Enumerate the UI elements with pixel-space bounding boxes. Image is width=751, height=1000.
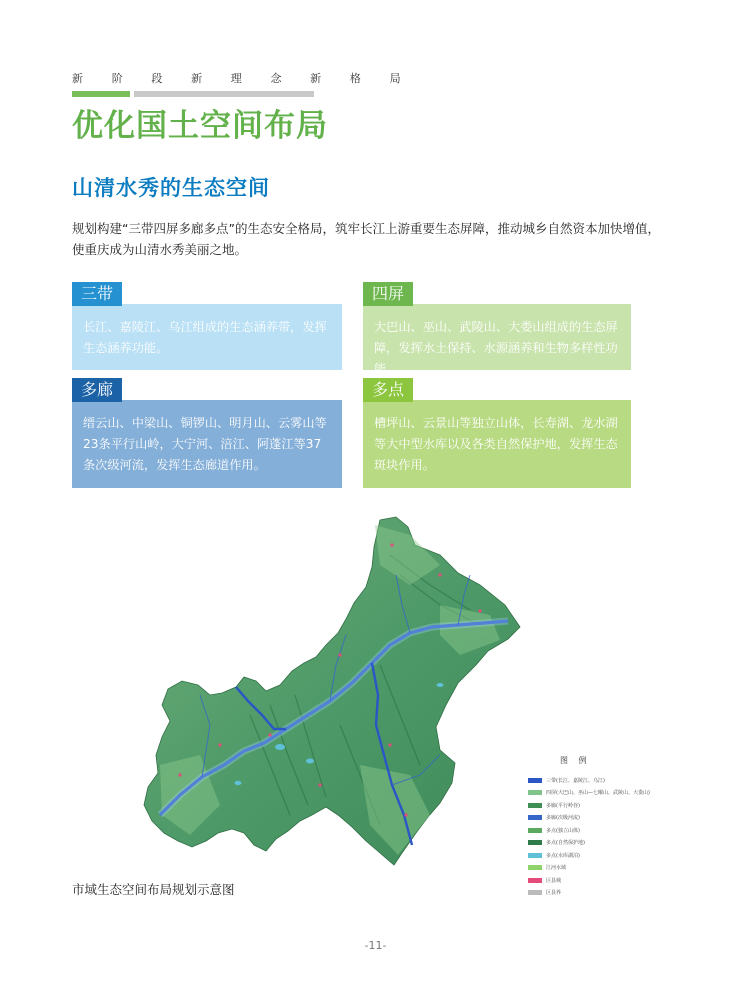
section-kicker: 新 阶 段 新 理 念 新 格 局 [72,72,414,85]
ecological-map [140,515,525,875]
legend-item [528,812,633,825]
legend-item [528,774,633,787]
card-duodian-tag: 多点 [363,378,413,402]
card-duolang-text: 缙云山、中梁山、铜锣山、明月山、云雾山等23条平行山岭，大宁河、涪江、阿蓬江等37条次级河流，发挥生态廊道作用。 [72,400,342,488]
legend-swatch [528,865,542,870]
legend-swatch [528,803,542,808]
legend-item [528,874,633,887]
legend-label: 区县城 [546,877,562,884]
legend-swatch [528,815,542,820]
legend-swatch [528,828,542,833]
map-caption: 市域生态空间布局规划示意图 [72,882,235,897]
card-duolang [72,378,342,488]
ecological-map-svg [140,515,525,875]
legend-label: 江河水域 [546,865,567,872]
legend-item [528,887,633,900]
kicker-bar-gray [134,91,314,97]
card-sandai [72,282,342,370]
page-title: 优化国土空间布局 [72,108,328,144]
legend-label: 区县界 [546,890,562,897]
legend-item [528,787,650,800]
legend-item [528,824,633,837]
card-siping [363,282,631,376]
legend-item [528,837,633,850]
legend-item [528,849,633,862]
legend-swatch [528,878,542,883]
card-duodian-text: 槽坪山、云景山等独立山体，长寿湖、龙水湖等大中型水库以及各类自然保护地，发挥生态斑块作用。 [363,400,631,488]
card-duodian [363,378,631,488]
map-legend [528,755,650,899]
legend-list [528,774,650,899]
kicker-bar-accent [72,91,130,97]
legend-label: 多点(自然保护地) [546,840,585,847]
legend-item [528,799,633,812]
card-siping-text: 大巴山、巫山、武陵山、大娄山组成的生态屏障，发挥水土保持、水源涵养和生物多样性功能。 [363,304,631,370]
legend-swatch [528,790,542,795]
legend-swatch [528,840,542,845]
legend-item [528,862,633,875]
legend-title: 图 例 [560,756,591,765]
card-duolang-tag: 多廊 [72,378,122,402]
legend-label: 多廊(次级河流) [546,815,580,822]
card-siping-tag: 四屏 [363,282,413,306]
legend-label: 三带(长江、嘉陵江、乌江) [546,777,605,784]
page-number: -11- [364,939,387,952]
legend-swatch [528,890,542,895]
legend-swatch [528,778,542,783]
legend-label: 多点(水库湖泊) [546,852,580,859]
legend-swatch [528,853,542,858]
legend-label: 多廊(平行岭谷) [546,802,580,809]
legend-label: 多点(独立山体) [546,827,580,834]
card-sandai-tag: 三带 [72,282,122,306]
section-title: 山清水秀的生态空间 [72,176,270,200]
legend-label: 四屏(大巴山、巫山—七曜山、武陵山、大娄山) [546,790,650,797]
intro-paragraph: 规划构建“三带四屏多廊多点”的生态安全格局，筑牢长江上游重要生态屏障，推动城乡自然资本加快增值，使重庆成为山清水秀美丽之地。 [72,221,660,257]
card-sandai-text: 长江、嘉陵江、乌江组成的生态涵养带，发挥生态涵养功能。 [72,304,342,370]
